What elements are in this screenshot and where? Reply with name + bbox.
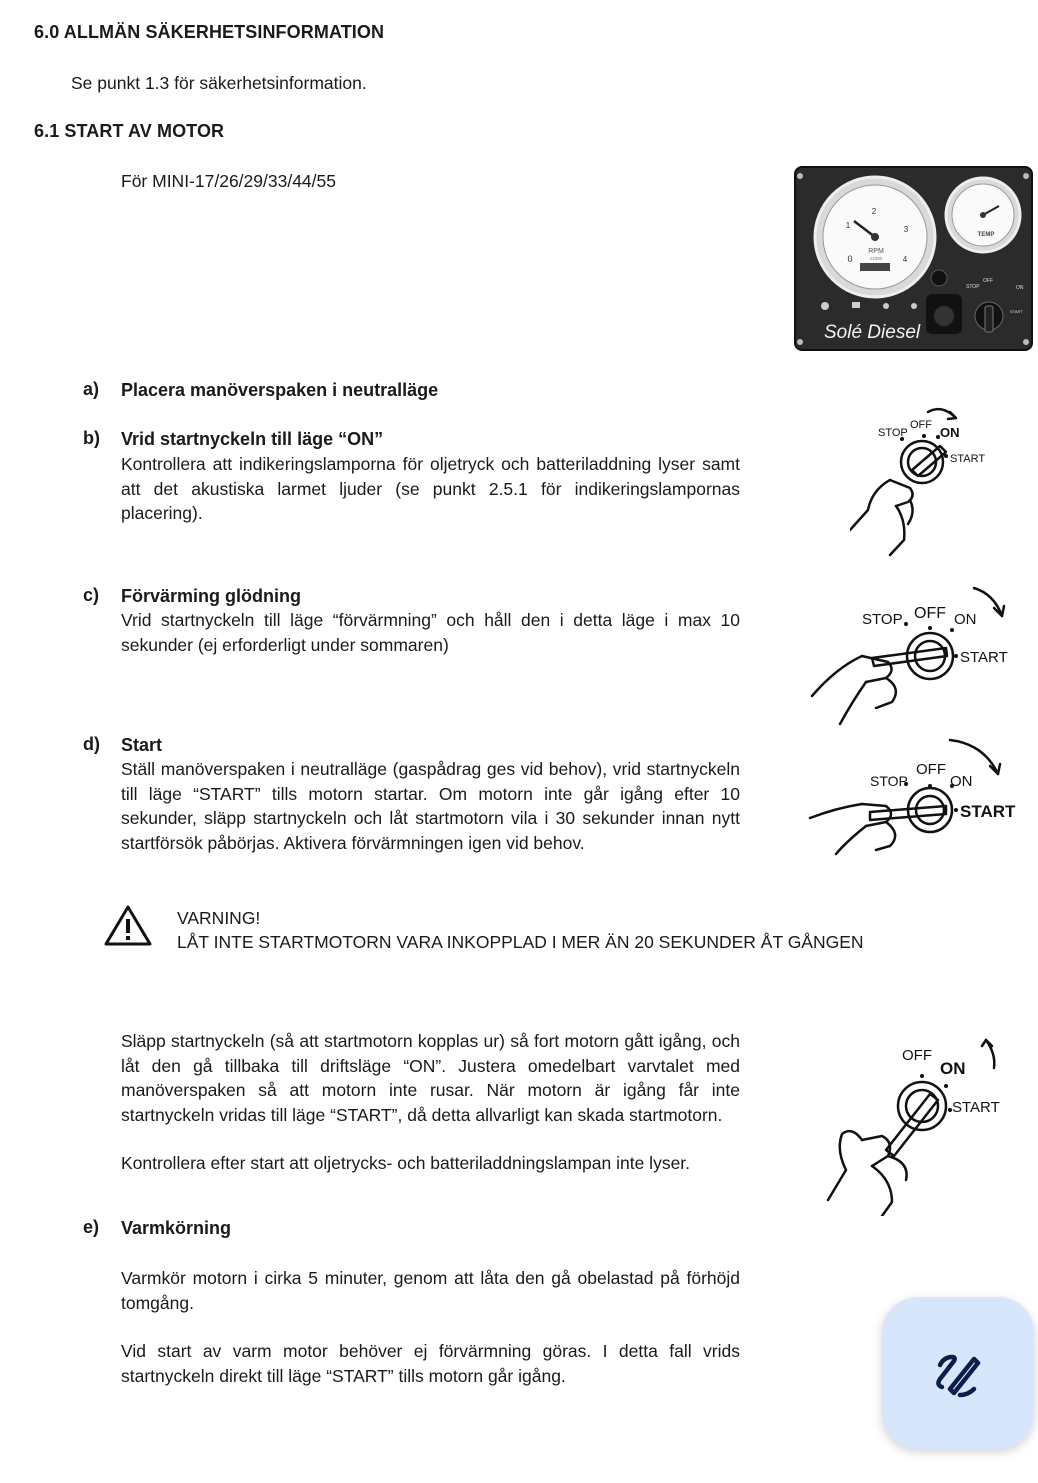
warm-start-paragraph: Vid start av varm motor behöver ej förvärmning göras. I detta fall vrids startnyckeln direkt till läge “START” tills motorn går igång. bbox=[121, 1341, 740, 1386]
after-start-paragraph: Släpp startnyckeln (så att startmotorn kopplas ur) så fort motorn gått igång, och låt den gå tillbaka till driftsläge “ON”. Justera omedelbart varvtalet med manöverspaken så att motorn inte rusar. När motorn är igång får inte startnyckeln vridas till läge “START”, då detta allvarligt kan skada startmotorn. bbox=[121, 1031, 740, 1125]
illustration-d-stop-label: STOP bbox=[870, 773, 908, 789]
panel-switch-stop-label: STOP bbox=[966, 284, 980, 290]
step-b-label: b) bbox=[83, 428, 100, 448]
svg-text:1: 1 bbox=[845, 221, 851, 230]
safety-reference-text: Se punkt 1.3 för säkerhetsinformation. bbox=[71, 73, 367, 93]
edit-fab-button[interactable] bbox=[882, 1297, 1034, 1449]
warning-triangle-icon bbox=[104, 904, 152, 946]
edit-pen-icon bbox=[930, 1345, 986, 1401]
step-c-label: c) bbox=[83, 585, 100, 605]
illustration-b-stop-label: STOP bbox=[878, 427, 908, 439]
illustration-c-on-label: ON bbox=[954, 611, 977, 628]
brand-logo: Solé Diesel bbox=[824, 322, 921, 343]
key-switch-preheat-illustration bbox=[806, 584, 1026, 734]
illustration-e-on-label: ON bbox=[940, 1059, 966, 1078]
illustration-b-start-label: START bbox=[950, 453, 986, 465]
step-d-text: Ställ manöverspaken i neutralläge (gaspådrag ges vid behov), vrid startnyckeln till läge “START” tills motorn startar. Om motorn inte går igång efter 10 sekunder, släpp startnyckeln och låt startmotorn vila i 30 sekunder innan nytt startförsök påbörjas. Aktivera förvärmningen igen vid behov. bbox=[121, 759, 740, 853]
after-start-check-paragraph: Kontrollera efter start att oljetrycks- och batteriladdningslampan inte lyser. bbox=[121, 1153, 691, 1173]
illustration-c-off-label: OFF bbox=[914, 605, 946, 622]
key-switch-start-illustration bbox=[806, 734, 1028, 864]
step-b-text: Kontrollera att indikeringslamporna för oljetryck och batteriladdning lyser samt att det akustiska larmet ljuder (se punkt 2.5.1 för indikeringslampornas placering). bbox=[121, 454, 740, 523]
section-heading-6-0: 6.0 ALLMÄN SÄKERHETSINFORMATION bbox=[34, 22, 385, 42]
svg-text:2: 2 bbox=[871, 207, 877, 216]
warning-text: LÅT INTE STARTMOTORN VARA INKOPPLAD I MER ÄN 20 SEKUNDER ÅT GÅNGEN bbox=[177, 932, 864, 952]
panel-switch-off-label: OFF bbox=[983, 278, 993, 284]
temperature-gauge bbox=[946, 178, 1020, 252]
warmup-paragraph: Varmkör motorn i cirka 5 minuter, genom att låta den gå obelastad på förhöjd tomgång. bbox=[121, 1268, 740, 1313]
models-text: För MINI-17/26/29/33/44/55 bbox=[121, 171, 336, 191]
illustration-c-start-label: START bbox=[960, 649, 1008, 666]
panel-switch-start-label: START bbox=[1010, 309, 1023, 314]
illustration-e-off-label: OFF bbox=[902, 1047, 932, 1064]
svg-text:4: 4 bbox=[902, 255, 908, 264]
tachometer-gauge bbox=[815, 177, 935, 297]
illustration-e-start-label: START bbox=[952, 1099, 1000, 1116]
instrument-panel-illustration bbox=[794, 166, 1034, 352]
step-d-title: Start bbox=[121, 735, 163, 755]
svg-text:0: 0 bbox=[847, 254, 853, 264]
step-b-title: Vrid startnyckeln till läge “ON” bbox=[121, 429, 384, 449]
step-c-text: Vrid startnyckeln till läge “förvärmning” och håll den i detta läge i max 10 sekunder (ej erforderligt under sommaren) bbox=[121, 610, 740, 655]
rpm-scale-label: x1000 bbox=[869, 256, 883, 261]
illustration-d-on-label: ON bbox=[950, 773, 973, 790]
illustration-b-on-label: ON bbox=[940, 425, 960, 440]
rpm-label: RPM bbox=[868, 248, 884, 255]
svg-text:3: 3 bbox=[903, 225, 909, 234]
illustration-d-off-label: OFF bbox=[916, 761, 946, 778]
step-e-title: Varmkörning bbox=[121, 1218, 232, 1238]
illustration-c-stop-label: STOP bbox=[862, 611, 903, 628]
section-heading-6-1: 6.1 START AV MOTOR bbox=[34, 121, 225, 141]
key-switch-on-illustration bbox=[850, 400, 1020, 560]
step-a-label: a) bbox=[83, 379, 100, 399]
warning-title: VARNING! bbox=[177, 908, 261, 928]
step-c-title: Förvärming glödning bbox=[121, 586, 301, 606]
temp-label: TEMP bbox=[977, 232, 995, 238]
key-switch-return-on-illustration bbox=[822, 1030, 1022, 1216]
panel-switch-on-label: ON bbox=[1016, 285, 1024, 291]
illustration-b-off-label: OFF bbox=[910, 419, 932, 431]
step-a-title: Placera manöverspaken i neutralläge bbox=[121, 380, 439, 400]
step-d-label: d) bbox=[83, 734, 100, 754]
step-e-label: e) bbox=[83, 1217, 100, 1237]
illustration-d-start-label: START bbox=[960, 802, 1016, 821]
